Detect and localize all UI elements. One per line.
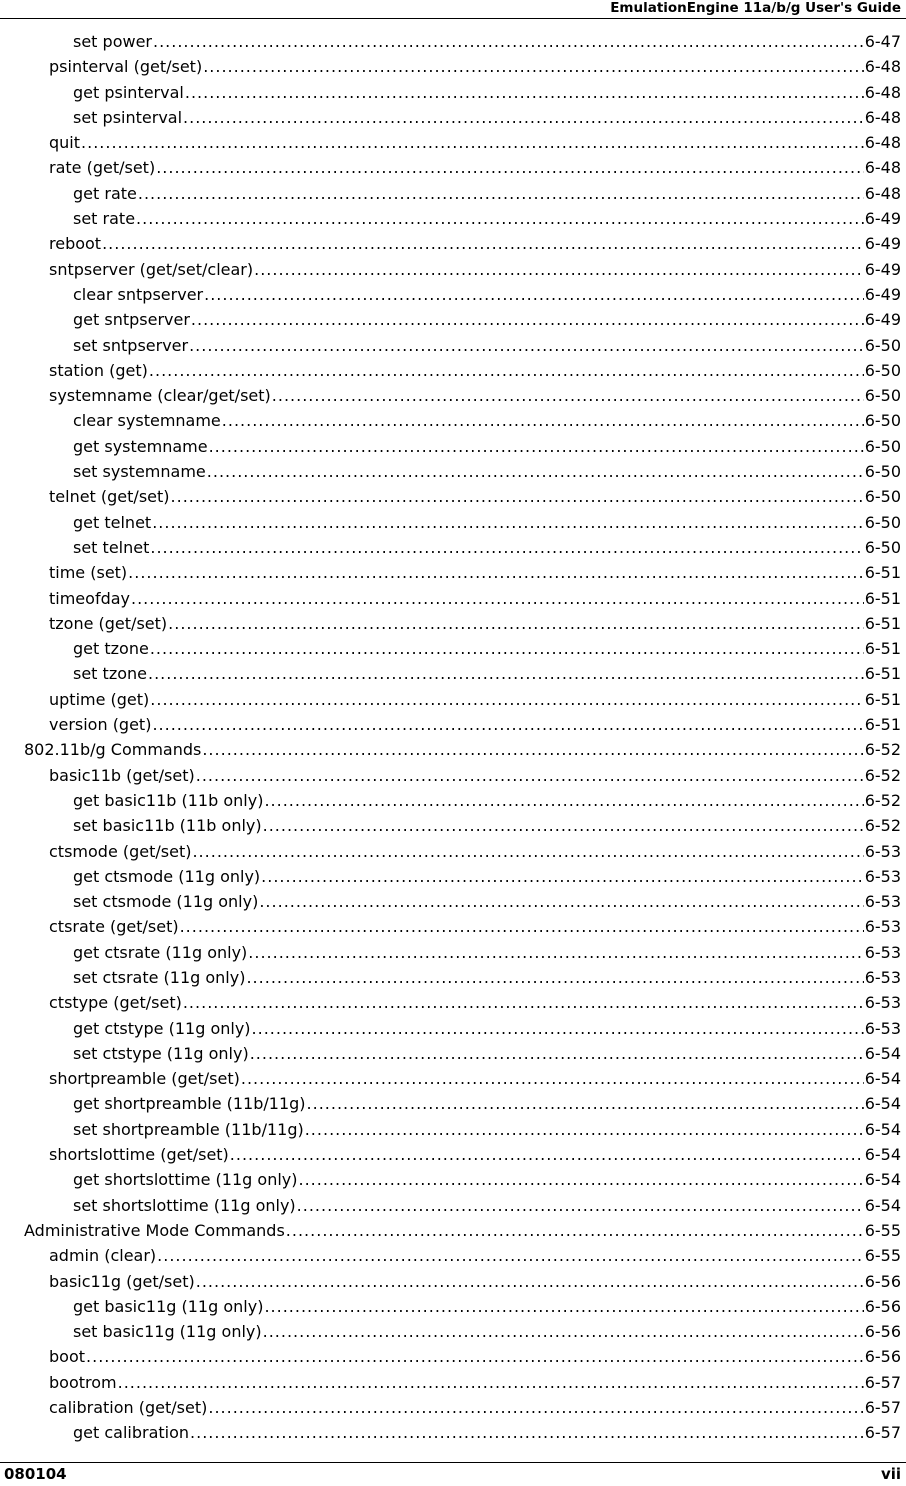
toc-entry-page: 6-53 (864, 942, 901, 962)
toc-entry-label: quit (49, 133, 81, 153)
toc-entry-label: Administrative Mode Commands (24, 1220, 285, 1240)
toc-leader-dots (191, 307, 864, 332)
toc-entry-label: set telnet (73, 537, 150, 557)
toc-entry[interactable] (0, 510, 906, 535)
toc-entry-page: 6-48 (864, 158, 901, 178)
toc-entry-label: get basic11b (11b only) (73, 790, 264, 810)
toc-entry-label: get rate (73, 183, 137, 203)
toc-entry[interactable] (0, 1091, 906, 1116)
toc-entry-label: telnet (get/set) (49, 487, 170, 507)
toc-entry[interactable] (0, 1193, 906, 1218)
toc-entry-page: 6-57 (864, 1372, 901, 1392)
toc-entry-label: set sntpserver (73, 335, 189, 355)
toc-leader-dots (248, 940, 863, 965)
toc-entry[interactable] (0, 889, 906, 914)
toc-entry-page: 6-48 (864, 107, 901, 127)
toc-entry-label: basic11b (get/set) (49, 765, 195, 785)
toc-leader-dots (150, 636, 864, 661)
toc-entry-page: 6-56 (864, 1322, 901, 1342)
toc-entry[interactable] (0, 1269, 906, 1294)
toc-entry[interactable] (0, 358, 906, 383)
toc-entry-label: systemname (clear/get/set) (49, 386, 271, 406)
toc-leader-dots (250, 1041, 864, 1066)
toc-leader-dots (81, 130, 864, 155)
toc-entry-page: 6-49 (864, 234, 901, 254)
toc-leader-dots (152, 712, 863, 737)
toc-leader-dots (202, 737, 863, 762)
toc-leader-dots (152, 510, 864, 535)
toc-entry-page: 6-51 (864, 664, 901, 684)
toc-leader-dots (203, 54, 864, 79)
toc-entry-page: 6-50 (864, 335, 901, 355)
toc-leader-dots (264, 788, 863, 813)
toc-leader-dots (272, 383, 864, 408)
toc-leader-dots (153, 29, 864, 54)
footer-divider (0, 1462, 906, 1463)
toc-entry-page: 6-48 (864, 82, 901, 102)
toc-entry[interactable] (0, 1370, 906, 1395)
toc-entry[interactable] (0, 687, 906, 712)
toc-entry-page: 6-54 (864, 1195, 901, 1215)
toc-leader-dots (183, 105, 864, 130)
toc-entry-label: clear systemname (73, 411, 221, 431)
table-of-contents (0, 29, 906, 1446)
toc-leader-dots (128, 560, 864, 585)
toc-entry-page: 6-52 (864, 740, 901, 760)
toc-entry-label: ctsmode (get/set) (49, 841, 192, 861)
toc-entry-page: 6-52 (864, 816, 901, 836)
toc-leader-dots (86, 1344, 864, 1369)
toc-leader-dots (307, 1091, 864, 1116)
toc-leader-dots (254, 257, 864, 282)
toc-leader-dots (185, 80, 864, 105)
toc-leader-dots (150, 535, 863, 560)
toc-entry-page: 6-53 (864, 967, 901, 987)
toc-entry[interactable] (0, 535, 906, 560)
toc-entry-label: get sntpserver (73, 310, 190, 330)
toc-entry-label: get basic11g (11g only) (73, 1296, 264, 1316)
toc-entry-label: boot (49, 1347, 86, 1367)
toc-entry-label: admin (clear) (49, 1246, 157, 1266)
toc-entry-page: 6-50 (864, 386, 901, 406)
toc-leader-dots (286, 1218, 864, 1243)
toc-entry-page: 6-51 (864, 563, 901, 583)
toc-leader-dots (136, 206, 864, 231)
toc-entry-label: sntpserver (get/set/clear) (49, 259, 254, 279)
toc-entry-page: 6-50 (864, 436, 901, 456)
toc-leader-dots (246, 965, 863, 990)
toc-entry-label: set ctsrate (11g only) (73, 967, 246, 987)
toc-leader-dots (196, 763, 864, 788)
toc-entry-page: 6-50 (864, 411, 901, 431)
toc-entry[interactable] (0, 965, 906, 990)
toc-entry-label: 802.11b/g Commands (24, 740, 202, 760)
toc-leader-dots (297, 1193, 864, 1218)
toc-entry[interactable] (0, 1218, 906, 1243)
toc-entry[interactable] (0, 661, 906, 686)
toc-entry[interactable] (0, 1294, 906, 1319)
toc-entry[interactable] (0, 839, 906, 864)
toc-leader-dots (118, 1370, 864, 1395)
toc-entry[interactable] (0, 586, 906, 611)
toc-leader-dots (263, 813, 864, 838)
toc-entry[interactable] (0, 1319, 906, 1344)
toc-entry[interactable] (0, 737, 906, 762)
toc-leader-dots (190, 1420, 864, 1445)
toc-entry-page: 6-57 (864, 1398, 901, 1418)
toc-entry[interactable] (0, 1167, 906, 1192)
toc-entry[interactable] (0, 257, 906, 282)
toc-entry-label: shortpreamble (get/set) (49, 1069, 240, 1089)
toc-entry-page: 6-50 (864, 462, 901, 482)
toc-entry[interactable] (0, 130, 906, 155)
toc-entry[interactable] (0, 307, 906, 332)
page-footer (0, 1462, 906, 1486)
toc-entry-page: 6-51 (864, 613, 901, 633)
toc-entry-page: 6-51 (864, 689, 901, 709)
toc-entry-label: bootrom (49, 1372, 117, 1392)
toc-leader-dots (192, 839, 863, 864)
toc-entry[interactable] (0, 1420, 906, 1445)
toc-entry-label: set tzone (73, 664, 147, 684)
toc-entry-label: get telnet (73, 512, 152, 532)
toc-entry-label: set basic11g (11g only) (73, 1322, 262, 1342)
toc-leader-dots (298, 1167, 863, 1192)
toc-entry[interactable] (0, 459, 906, 484)
toc-entry-page: 6-49 (864, 310, 901, 330)
toc-entry-label: get shortslottime (11g only) (73, 1170, 298, 1190)
toc-entry-label: set systemname (73, 462, 206, 482)
toc-entry-page: 6-50 (864, 360, 901, 380)
toc-entry[interactable] (0, 1016, 906, 1041)
toc-entry-label: calibration (get/set) (49, 1398, 208, 1418)
toc-entry-page: 6-48 (864, 133, 901, 153)
toc-entry-page: 6-50 (864, 487, 901, 507)
toc-entry[interactable] (0, 940, 906, 965)
toc-leader-dots (261, 864, 864, 889)
toc-entry[interactable] (0, 914, 906, 939)
toc-entry-page: 6-54 (864, 1069, 901, 1089)
toc-entry-label: get calibration (73, 1423, 190, 1443)
toc-leader-dots (156, 155, 864, 180)
toc-entry[interactable] (0, 282, 906, 307)
toc-entry[interactable] (0, 763, 906, 788)
toc-entry-label: get ctstype (11g only) (73, 1018, 251, 1038)
header-divider (0, 18, 906, 19)
toc-entry-label: set ctsmode (11g only) (73, 892, 259, 912)
toc-entry-page: 6-56 (864, 1271, 901, 1291)
toc-entry-label: set shortslottime (11g only) (73, 1195, 296, 1215)
toc-entry[interactable] (0, 231, 906, 256)
toc-entry-label: set rate (73, 209, 136, 229)
toc-entry-page: 6-54 (864, 1119, 901, 1139)
toc-leader-dots (196, 1269, 864, 1294)
page-header (0, 0, 906, 20)
toc-leader-dots (241, 1066, 864, 1091)
toc-entry-label: set psinterval (73, 107, 183, 127)
toc-entry[interactable] (0, 333, 906, 358)
toc-leader-dots (138, 181, 864, 206)
toc-leader-dots (183, 990, 864, 1015)
toc-entry-page: 6-55 (864, 1246, 901, 1266)
toc-entry-label: uptime (get) (49, 689, 150, 709)
toc-entry-page: 6-52 (864, 765, 901, 785)
toc-entry-label: set ctstype (11g only) (73, 1043, 249, 1063)
toc-entry-page: 6-53 (864, 841, 901, 861)
toc-entry-label: clear sntpserver (73, 284, 204, 304)
toc-entry-page: 6-53 (864, 917, 901, 937)
toc-entry-label: get ctsrate (11g only) (73, 942, 248, 962)
toc-entry-page: 6-47 (864, 32, 901, 51)
toc-leader-dots (150, 687, 863, 712)
toc-entry-page: 6-52 (864, 790, 901, 810)
toc-leader-dots (157, 1243, 864, 1268)
toc-entry-page: 6-54 (864, 1170, 901, 1190)
toc-entry-label: basic11g (get/set) (49, 1271, 195, 1291)
toc-entry-label: shortslottime (get/set) (49, 1145, 229, 1165)
toc-entry-page: 6-54 (864, 1094, 901, 1114)
toc-entry-page: 6-51 (864, 639, 901, 659)
toc-entry[interactable] (0, 408, 906, 433)
toc-leader-dots (252, 1016, 864, 1041)
toc-entry[interactable] (0, 1344, 906, 1369)
toc-entry-page: 6-53 (864, 993, 901, 1013)
toc-entry-page: 6-48 (864, 183, 901, 203)
toc-entry-label: tzone (get/set) (49, 613, 168, 633)
toc-entry-label: set shortpreamble (11b/11g) (73, 1119, 304, 1139)
toc-entry[interactable] (0, 990, 906, 1015)
toc-leader-dots (131, 586, 864, 611)
toc-entry[interactable] (0, 813, 906, 838)
toc-leader-dots (230, 1142, 864, 1167)
toc-entry-page: 6-51 (864, 715, 901, 735)
toc-entry-page: 6-57 (864, 1423, 901, 1443)
toc-leader-dots (168, 611, 864, 636)
toc-entry-page: 6-50 (864, 512, 901, 532)
toc-leader-dots (180, 914, 864, 939)
toc-entry-page: 6-49 (864, 284, 901, 304)
toc-entry[interactable] (0, 1395, 906, 1420)
toc-entry[interactable] (0, 383, 906, 408)
toc-entry-page: 6-51 (864, 588, 901, 608)
toc-entry[interactable] (0, 560, 906, 585)
toc-entry[interactable] (0, 712, 906, 737)
toc-leader-dots (102, 231, 864, 256)
toc-entry-page: 6-50 (864, 537, 901, 557)
toc-leader-dots (264, 1294, 863, 1319)
toc-leader-dots (148, 661, 864, 686)
toc-leader-dots (259, 889, 863, 914)
toc-entry-label: station (get) (49, 360, 148, 380)
toc-entry[interactable] (0, 636, 906, 661)
toc-entry[interactable] (0, 1066, 906, 1091)
toc-entry-label: timeofday (49, 588, 130, 608)
toc-leader-dots (208, 1395, 863, 1420)
toc-entry-page: 6-49 (864, 259, 901, 279)
toc-entry[interactable] (0, 155, 906, 180)
toc-leader-dots (263, 1319, 864, 1344)
toc-entry-page: 6-54 (864, 1145, 901, 1165)
toc-entry-page: 6-56 (864, 1347, 901, 1367)
toc-entry[interactable] (0, 80, 906, 105)
toc-entry-page: 6-49 (864, 209, 901, 229)
toc-entry-label: ctstype (get/set) (49, 993, 182, 1013)
toc-entry-label: set power (73, 32, 152, 51)
page-number: vii (880, 1465, 901, 1483)
toc-entry[interactable] (0, 1243, 906, 1268)
toc-entry[interactable] (0, 181, 906, 206)
toc-entry[interactable] (0, 206, 906, 231)
toc-entry-page: 6-48 (864, 57, 901, 77)
toc-entry-label: get psinterval (73, 82, 184, 102)
toc-entry[interactable] (0, 484, 906, 509)
toc-entry-label: rate (get/set) (49, 158, 156, 178)
toc-leader-dots (189, 333, 864, 358)
toc-entry-label: time (set) (49, 563, 128, 583)
toc-entry[interactable] (0, 864, 906, 889)
toc-entry[interactable] (0, 434, 906, 459)
document-title: EmulationEngine 11a/b/g User's Guide (610, 0, 901, 16)
toc-leader-dots (149, 358, 864, 383)
toc-entry-page: 6-56 (864, 1296, 901, 1316)
toc-entry-label: get ctsmode (11g only) (73, 866, 261, 886)
toc-entry-label: get shortpreamble (11b/11g) (73, 1094, 306, 1114)
toc-entry[interactable] (0, 611, 906, 636)
toc-entry-page: 6-53 (864, 1018, 901, 1038)
toc-entry[interactable] (0, 54, 906, 79)
toc-entry-page: 6-53 (864, 866, 901, 886)
toc-entry-label: get systemname (73, 436, 208, 456)
toc-entry-label: reboot (49, 234, 102, 254)
toc-leader-dots (305, 1117, 864, 1142)
toc-entry-page: 6-54 (864, 1043, 901, 1063)
toc-leader-dots (207, 459, 864, 484)
toc-entry[interactable] (0, 788, 906, 813)
toc-entry-label: get tzone (73, 639, 149, 659)
document-id: 080104 (4, 1465, 67, 1483)
toc-entry[interactable] (0, 1117, 906, 1142)
toc-leader-dots (204, 282, 864, 307)
toc-entry[interactable] (0, 29, 906, 54)
toc-leader-dots (222, 408, 864, 433)
toc-entry[interactable] (0, 1142, 906, 1167)
toc-entry-page: 6-53 (864, 892, 901, 912)
toc-entry-label: ctsrate (get/set) (49, 917, 179, 937)
toc-entry-page: 6-55 (864, 1220, 901, 1240)
toc-leader-dots (209, 434, 864, 459)
toc-leader-dots (171, 484, 864, 509)
toc-entry[interactable] (0, 105, 906, 130)
toc-entry[interactable] (0, 1041, 906, 1066)
toc-entry-label: psinterval (get/set) (49, 57, 203, 77)
toc-entry-label: version (get) (49, 715, 152, 735)
toc-entry-label: set basic11b (11b only) (73, 816, 262, 836)
